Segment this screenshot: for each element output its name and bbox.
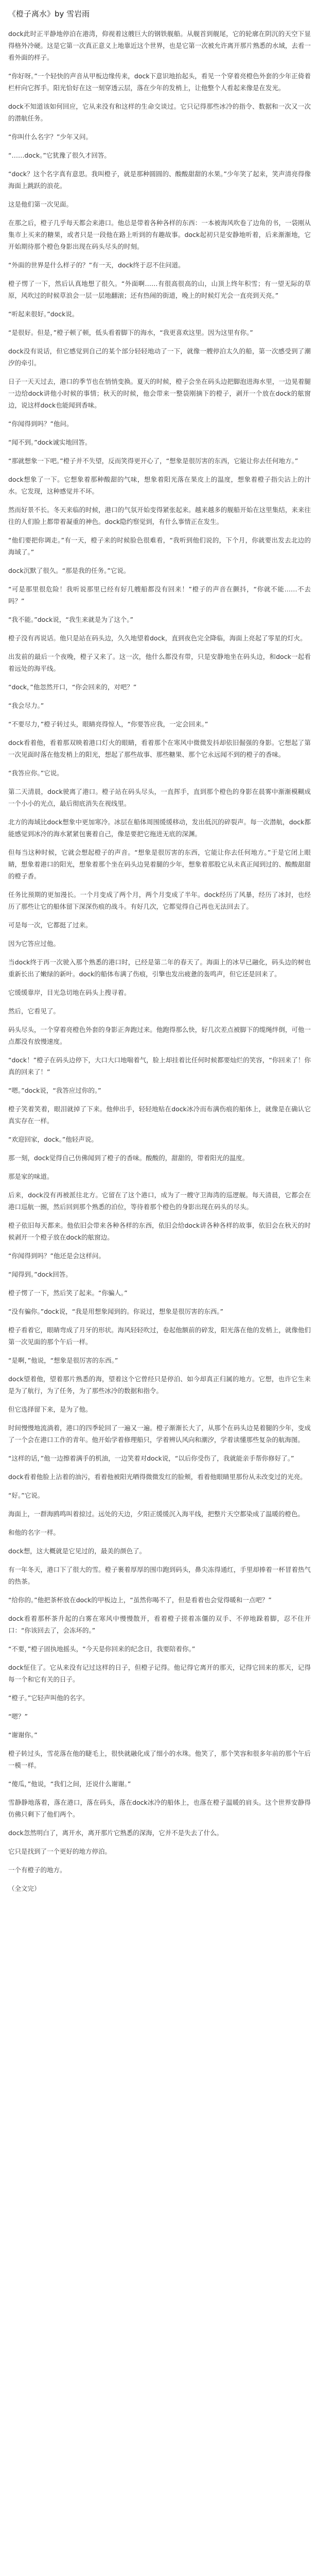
story-paragraph: 橙子转过头，雪花落在他的睫毛上，很快就融化成了细小的水珠。他笑了，那个笑容和很多年前的那个午后一模一样。 — [8, 1750, 311, 1769]
story-paragraph: dock不知道该如何回应，它从来没有和这样的生命交谈过。它只记得那些冰冷的指令、数据和一次又一次的潜航任务。 — [8, 103, 311, 122]
story-paragraph: 北方的海域比dock想象中更加寒冷。冰层在船体周围缓缓移动，发出低沉的碎裂声。每一次潜航，dock都能感觉到冰冷的海水紧紧包裹着自己，像是要把它拖进无底的深渊。 — [8, 818, 311, 838]
story-paragraph: 在那之后，橙子几乎每天都会来港口。他总是带着各种各样的东西：一本被海风吹卷了边角的书，一袋刚从集市上买来的糖果，或者只是一段他在路上听到的有趣故事。dock起初只是安静地听着，后来渐渐地，它开始期待那个橙色身影出现在码头尽头的时刻。 — [8, 219, 311, 250]
story-paragraph: 当dock终于再一次驶入那个熟悉的港口时，已经是第二年的春天了。海面上的冰早已融化，码头边的树也重新长出了嫩绿的新叶。dock的船体布满了伤痕，引擎也发出疲惫的轰鸣声，但它还是回来了。 — [8, 958, 311, 978]
story-body — [8, 28, 311, 1894]
story-paragraph: 时间慢慢地流淌着，港口的四季轮回了一遍又一遍。橙子渐渐长大了，从那个在码头边晃着腿的少年，变成了一个会在港口工作的青年。他开始学着修理船只，学着辨认风向和潮汐，学着读懂那些复杂的航海图。 — [8, 1424, 311, 1444]
story-paragraph: “dock，”他忽然开口，“你会回来的，对吧？” — [8, 683, 137, 691]
story-paragraph: 那是家的味道。 — [8, 1173, 54, 1180]
story-paragraph: dock想，这大概就是它见过的，最美的颜色了。 — [8, 1547, 146, 1555]
story-paragraph: dock怔住了。它从来没有记过这样的日子，但橙子记得。他记得它离开的那天，记得它回来的那天，记得每一个和它有关的日子。 — [8, 1664, 311, 1683]
story-paragraph: 有一年冬天，港口下了很大的雪。橙子裹着厚厚的围巾跑到码头，鼻尖冻得通红，手里却捧着一杯冒着热气的热茶。 — [8, 1566, 311, 1585]
story-paragraph: 那一刻，dock觉得自己仿佛闻到了橙子的香味。酸酸的，甜甜的，带着阳光的温度。 — [8, 1154, 249, 1162]
story-paragraph: “那就想象一下吧。”橙子并不失望，反而笑得更开心了，“想象是很厉害的东西，它能让你去任何地方。” — [8, 457, 298, 465]
story-paragraph: “听起来很好。”dock说。 — [8, 310, 79, 318]
story-paragraph: “不要尽力，”橙子转过头，眼睛亮得惊人，“你要答应我，一定会回来。” — [8, 720, 208, 728]
story-paragraph: “外面的世界是什么样子的？”有一天，dock终于忍不住问道。 — [8, 261, 185, 269]
story-title: 《橙子离水》by 雪岩雨 — [8, 9, 90, 19]
story-paragraph: dock看着他，看着那双映着港口灯火的眼睛，看着那个在寒风中微微发抖却依旧倔强的身影。它想起了第一次见面时落在他发梢上的阳光，想起了那些故事、那些糖果、那个它永远闻不到的橙子的香味。 — [8, 739, 311, 758]
story-paragraph: “这样的话，”他一边擦着满手的机油，一边笑着对dock说，“以后你受伤了，我就能亲手帮你修好了。” — [8, 1454, 294, 1462]
story-paragraph: 码头尽头，一个穿着亮橙色外套的身影正奔跑过来。他跑得那么快，好几次差点被脚下的缆绳绊倒，可他一点都没有放慢速度。 — [8, 1026, 311, 1045]
story-paragraph: dock此时正平静地停泊在港湾，仰视着这艘巨大的钢铁舰船。从舰首到舰尾，它的轮廓在阴沉的天空下显得格外冷硬。这是它第一次真正意义上地靠近这个世界，也是它第一次被允许离开那片熟悉的水域，去看一看外面的样子。 — [8, 30, 311, 61]
story-paragraph: “可是那里很危险！我听说那里已经有好几艘船都没有回来！”橙子的声音在颤抖，“你就不能……不去吗？” — [8, 585, 311, 605]
story-paragraph: 雪静静地落着，落在港口，落在码头，落在dock冰冷的船体上，也落在橙子温暖的肩头。这个世界安静得仿佛只剩下了他们两个。 — [8, 1799, 311, 1818]
story-paragraph: “我不能。”dock说，“我生来就是为了这个。” — [8, 616, 134, 623]
story-paragraph: 然而好景不长。冬天来临的时候，港口的气氛开始变得紧张起来。越来越多的舰船开始在这里集结，来来往往的人们脸上都带着凝重的神色。dock隐约察觉到，有什么事情正在发生。 — [8, 506, 311, 526]
story-paragraph: 但每当这种时候，它就会想起橙子的声音。“想象是很厉害的东西，它能让你去任何地方。”于是它闭上眼睛，想象着港口的阳光，想象着那个坐在码头边晃着腿的少年，想象着那股它从未真正闻到过的、酸酸甜甜的橙子香。 — [8, 849, 311, 880]
story-paragraph: 但它选择留下来，是为了他。 — [8, 1405, 92, 1413]
story-paragraph: “不要，”橙子固执地摇头，“今天是你回来的纪念日，我要陪着你。” — [8, 1645, 196, 1653]
story-paragraph: dock想象了一下。它想象着那种酸甜的气味，想象着阳光落在果皮上的温度，想象着橙子指尖沾上的汁水。它发现，这种感觉并不坏。 — [8, 476, 311, 495]
story-paragraph: “嗯？” — [8, 1713, 28, 1720]
story-paragraph: 因为它答应过他。 — [8, 940, 60, 947]
story-paragraph: “闻得到。”dock回答。 — [8, 1270, 72, 1278]
story-paragraph: 后来，dock没有再被派往北方。它留在了这个港口，成为了一艘守卫海湾的巡逻舰。每天清晨，它都会在港口巡航一圈，然后回到那个熟悉的泊位，等待着那个橙色的身影出现在码头的尽头。 — [8, 1191, 311, 1211]
story-paragraph: “dock？这个名字真有意思。我叫橙子，就是那种圆圆的、酸酸甜甜的水果。”少年笑了起来，笑声清亮得像海面上跳跃的浪花。 — [8, 170, 311, 190]
story-paragraph: 任务比预期的更加漫长。一个月变成了两个月，两个月变成了半年。dock经历了风暴，经历了冰封，也经历了那些让它的船体留下深深伤痕的战斗。有好几次，它都觉得自己再也无法回去了。 — [8, 891, 311, 910]
story-paragraph: “我会尽力。” — [8, 702, 44, 709]
story-paragraph: dock沉默了很久。“那是我的任务。”它说。 — [8, 567, 130, 574]
story-paragraph: 橙子愣了一下，然后笑了起来。“你骗人。” — [8, 1289, 128, 1297]
story-paragraph: “谢谢你。” — [8, 1731, 38, 1739]
story-paragraph: “闻不到。”dock诚实地回答。 — [8, 438, 92, 446]
story-paragraph: “你叫什么名字？”少年又问。 — [8, 133, 92, 141]
story-paragraph: “你闻得到吗？”他问。 — [8, 420, 73, 428]
story-paragraph: 橙子依旧每天都来。他依旧会带来各种各样的东西，依旧会给dock讲各种各样的故事，依旧会在秋天的时候剥开一个橙子放在dock的舷窗边。 — [8, 1222, 311, 1241]
story-paragraph: 出发前的最后一个夜晚，橙子又来了。这一次，他什么都没有带，只是安静地坐在码头边，和dock一起看着远处的海平线。 — [8, 653, 311, 672]
story-paragraph: “没有骗你。”dock说，“我是用想象闻到的。你说过，想象是很厉害的东西。” — [8, 1308, 224, 1315]
story-paragraph: 橙子笑着笑着，眼泪就掉了下来。他伸出手，轻轻地贴在dock冰冷而布满伤痕的船体上，就像是在确认它真实存在一样。 — [8, 1105, 311, 1125]
story-paragraph: 然后，它看见了。 — [8, 1007, 60, 1015]
story-paragraph: “他们要把你调走。”有一天，橙子来的时候脸色很难看，“我听到他们说的，下个月，你就要出发去北边的海域了。” — [8, 536, 311, 556]
story-paragraph: “我答应你。”它说。 — [8, 769, 63, 777]
story-paragraph: “是啊，”他说，“想象是很厉害的东西。” — [8, 1357, 118, 1364]
story-paragraph: “你闻得到吗？”他还是会这样问。 — [8, 1252, 105, 1260]
story-paragraph: “是很好。但是，”橙子顿了顿，低头看着脚下的海水，“我更喜欢这里。因为这里有你。” — [8, 329, 253, 336]
story-paragraph: 日子一天天过去，港口的季节也在悄悄变换。夏天的时候，橙子会坐在码头边把脚泡进海水里，一边晃着腿一边给dock讲他小时候的事情；秋天的时候，他会带来一整袋刚摘下的橙子，剥开一个放在dock的舷窗边，说这样dock也能闻到香味。 — [8, 378, 311, 409]
story-paragraph: dock看着那杯茶升起的白雾在寒风中慢慢散开，看着橙子搓着冻僵的双手、不停地跺着脚，忍不住开口：“你该回去了，会冻坏的。” — [8, 1615, 311, 1634]
story-paragraph: “橙子。”它轻声叫他的名字。 — [8, 1694, 89, 1702]
story-paragraph: “你好呀。”一个轻快的声音从甲板边缘传来，dock下意识地抬起头，看见一个穿着亮橙色外套的少年正倚着栏杆向它挥手。阳光恰好在这一刻穿透云层，落在少年的发梢上，让他整个人看起来像是在发光。 — [8, 72, 311, 92]
story-paragraph: （全文完） — [8, 1885, 41, 1892]
story-paragraph: 一个有橙子的地方。 — [8, 1866, 66, 1874]
story-paragraph: “dock！”橙子在码头边停下，大口大口地喘着气，脸上却挂着比任何时候都要灿烂的笑容，“你回来了！你真的回来了！” — [8, 1056, 311, 1076]
story-paragraph: “……dock。”它犹豫了很久才回答。 — [8, 151, 111, 159]
story-paragraph: 和他的名字一样。 — [8, 1529, 60, 1536]
story-paragraph: “欢迎回家，dock。”他轻声说。 — [8, 1136, 98, 1143]
story-paragraph: 海面上，一群海鸥鸣叫着掠过。远处的天边，夕阳正缓缓沉入海平线，把整片天空都染成了温暖的橙色。 — [8, 1510, 305, 1518]
story-paragraph: dock看着他脸上沾着的油污，看着他被阳光晒得微微发红的脸颊，看着他眼睛里那份从未改变过的光亮。 — [8, 1473, 307, 1481]
story-paragraph: 它缓缓靠岸，目光急切地在码头上搜寻着。 — [8, 989, 131, 996]
story-paragraph: dock没有说话，但它感觉到自己的某个部分轻轻地动了一下，就像一艘停泊太久的船，第一次感受到了潮汐的牵引。 — [8, 347, 311, 367]
story-paragraph: 橙子愣了一下，然后认真地想了很久。“外面啊……有很高很高的山，山顶上终年积雪；有一望无际的草原，风吹过的时候草浪会一层一层地翻滚；还有热闹的街道，晚上的时候灯光会一直亮到天亮。” — [8, 280, 311, 299]
story-paragraph: 它只是找到了一个更好的地方停泊。 — [8, 1848, 112, 1855]
story-paragraph: 橙子没有再说话。他只是站在码头边，久久地望着dock，直到夜色完全降临，海面上亮起了零星的灯火。 — [8, 634, 307, 642]
story-paragraph: 这是他们第一次见面。 — [8, 200, 73, 208]
story-paragraph: dock望着他，望着那片熟悉的海，望着这个它曾经只是停泊、如今却真正归属的地方。它想，也许它生来是为了航行，为了任务，为了那些冰冷的数据和指令。 — [8, 1375, 311, 1395]
story-paragraph: “给你的。”他把茶杯放在dock的甲板边上，“虽然你喝不了，但是看着也会觉得暖和一点吧？” — [8, 1596, 272, 1604]
story-paragraph: “嗯。”dock说，“我答应过你的。” — [8, 1087, 101, 1094]
story-paragraph: 第二天清晨，dock驶离了港口。橙子站在码头尽头，一直挥手，直到那个橙色的身影在晨雾中渐渐模糊成一个小小的光点，最后彻底消失在视线里。 — [8, 788, 311, 807]
story-paragraph: “傻瓜，”他说，“我们之间，还说什么谢谢。” — [8, 1780, 131, 1788]
story-paragraph: “好。”它说。 — [8, 1492, 44, 1499]
story-paragraph: 橙子看着它，眼睛弯成了月牙的形状。海风轻轻吹过，卷起他额前的碎发，阳光落在他的发梢上，就像他们第一次见面的那个午后一样。 — [8, 1326, 311, 1346]
story-paragraph: dock忽然明白了，离开水，离开那片它熟悉的深海，它并不是失去了什么。 — [8, 1829, 223, 1837]
story-paragraph: 可是每一次，它都挺了过来。 — [8, 921, 92, 929]
